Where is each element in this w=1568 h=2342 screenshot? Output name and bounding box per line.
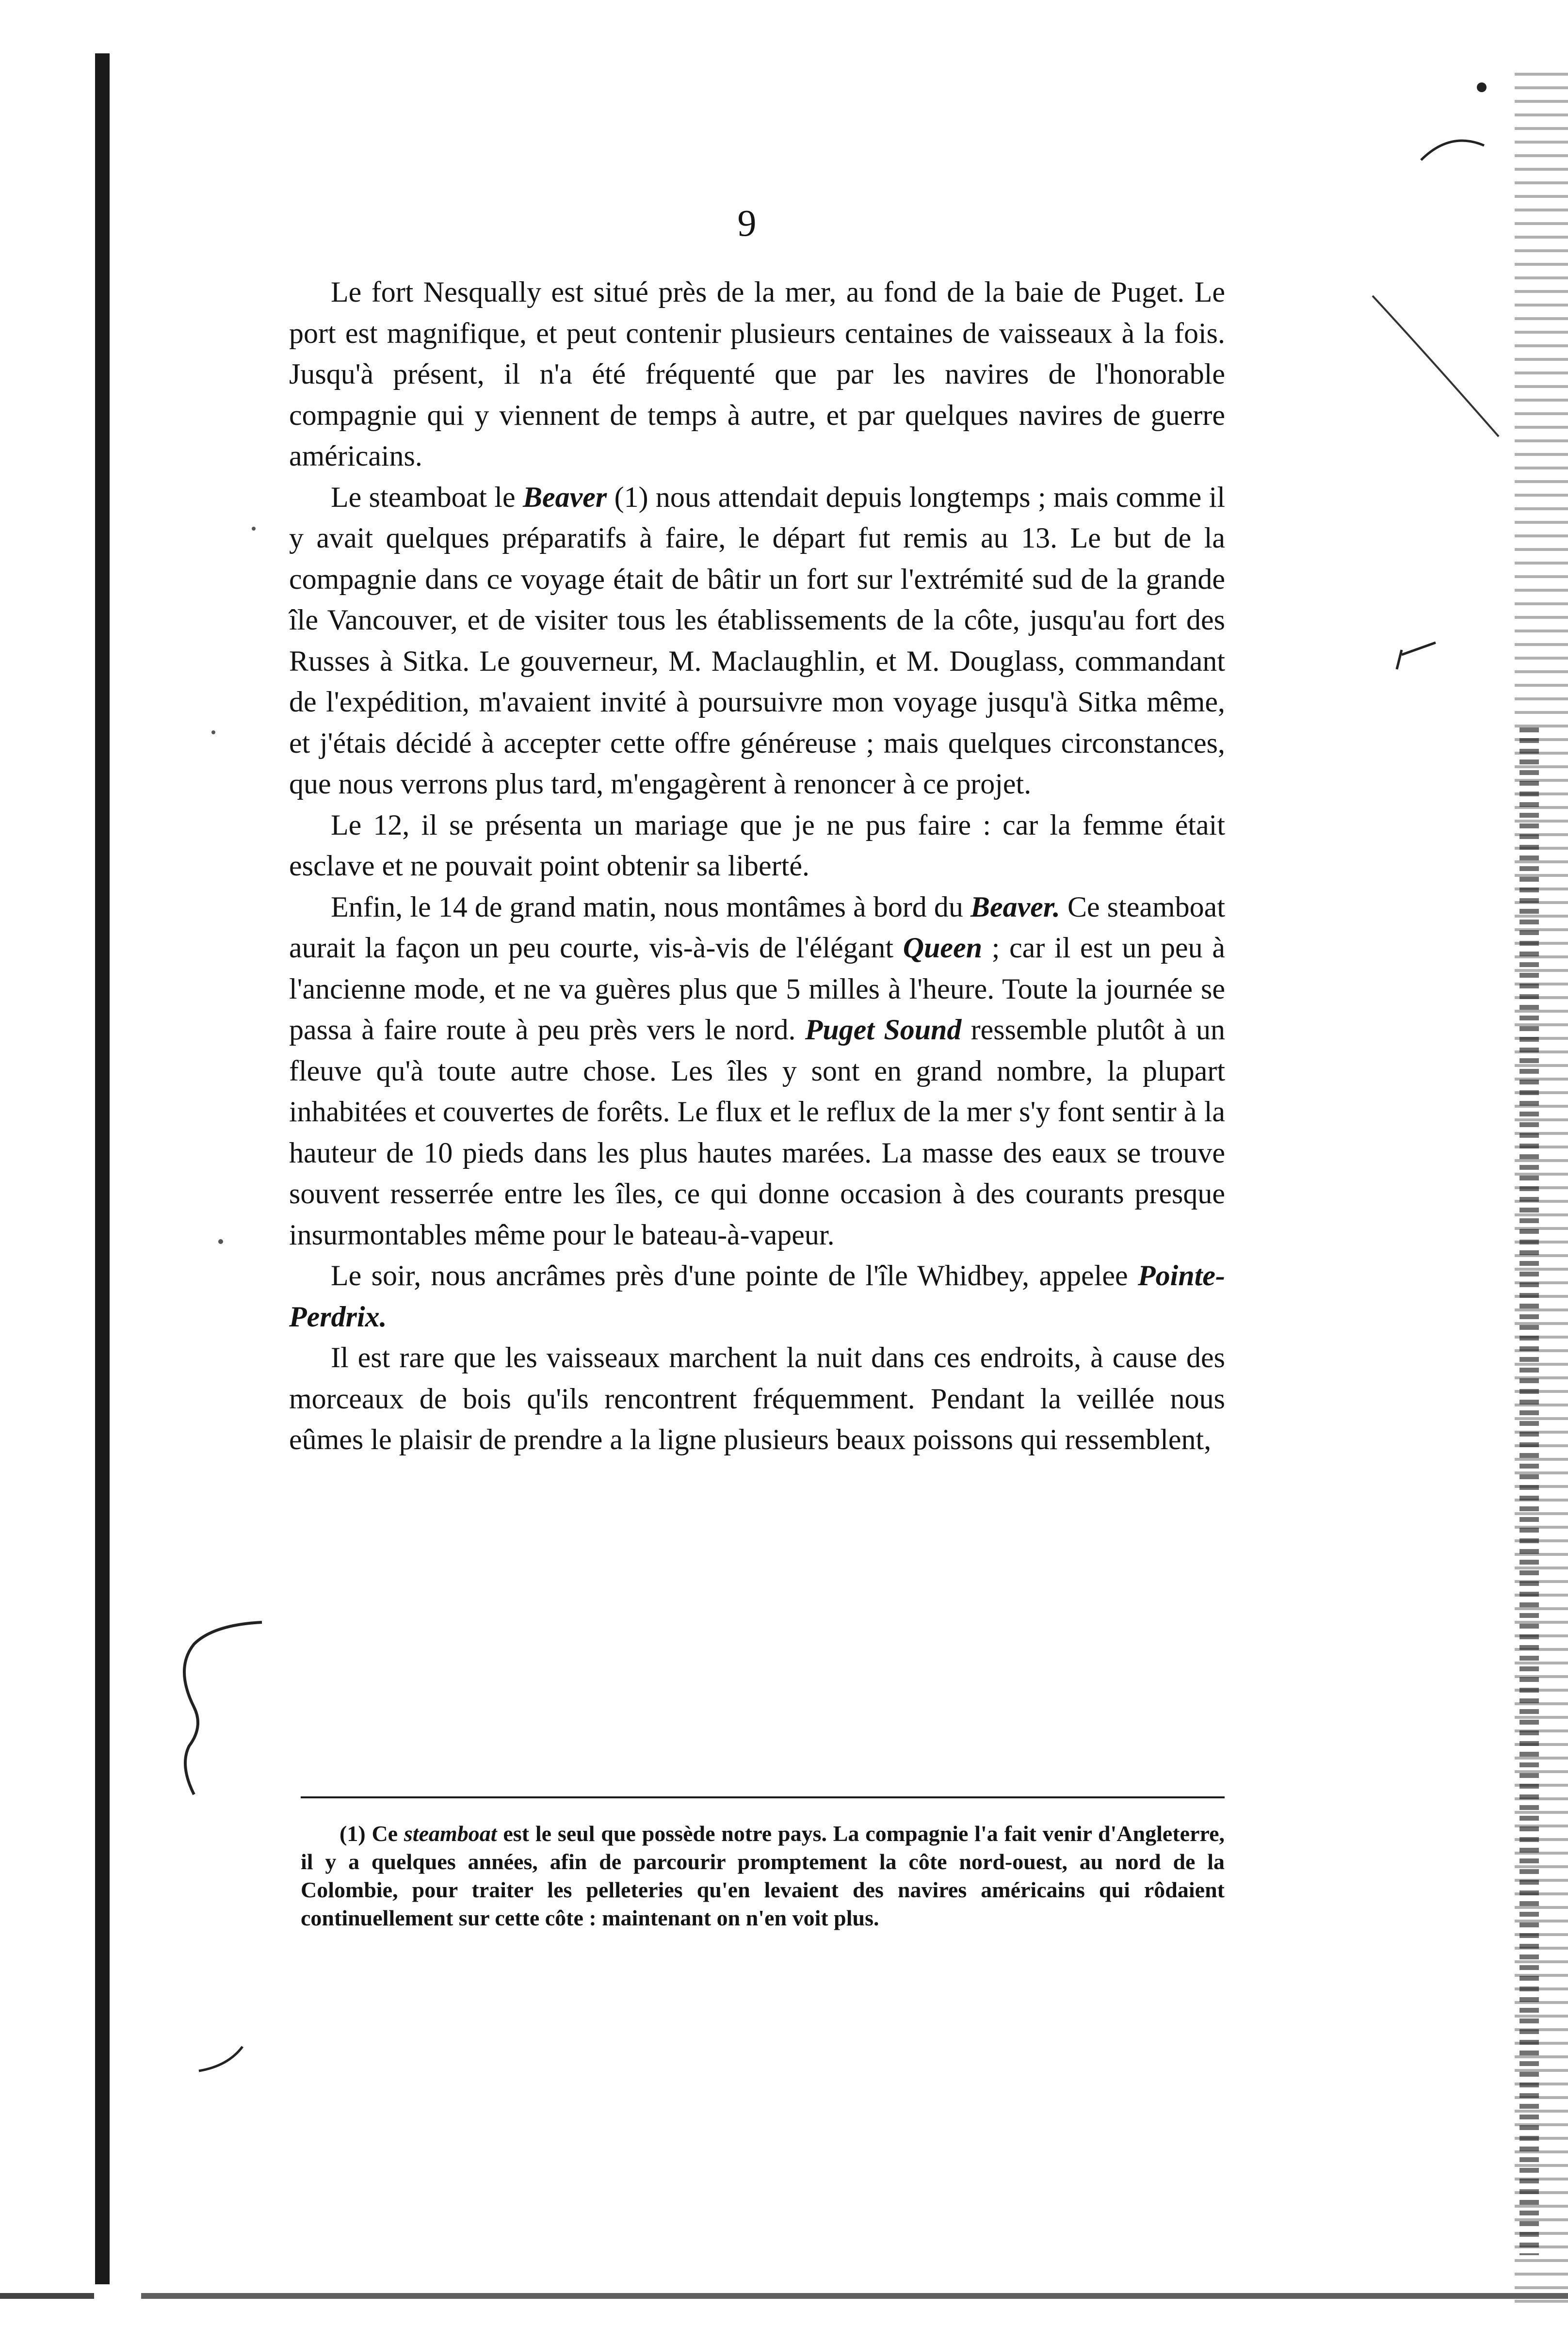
page-number: 9 <box>737 202 757 244</box>
ship-name-beaver: Beaver. <box>970 890 1060 923</box>
paragraph-6: Il est rare que les vaisseaux marchent la nuit dans ces endroits, à cause des morceaux de bois qu'ils rencontrent fréquemment. Pendant la veillée nous eûmes le plaisir de prendre a la ligne plusieurs beaux poissons qui ressemblent, <box>289 1341 1225 1455</box>
paragraph-1: Le fort Nesqually est situé près de la mer, au fond de la baie de Puget. Le port est magnifique, et peut contenir plusieurs centaines de vaisseaux à la fois. Jusqu'à présent, il n'a été fréquenté que par les navires de l'honorable compagnie qui y viennent de temps à autre, et par quelques navires de guerre américains. <box>289 276 1225 472</box>
footnote <box>301 1820 1225 1932</box>
place-name-pointe-perdrix: Pointe-Perdrix. <box>289 1260 1225 1333</box>
ship-name-queen: Queen <box>903 932 983 964</box>
footnote-separator <box>301 1796 1225 1798</box>
place-name-puget-sound: Puget Sound <box>805 1014 962 1046</box>
paragraph-5: Le soir, nous ancrâmes près d'une pointe de l'île Whidbey, appelee Pointe-Perdrix. <box>289 1260 1225 1333</box>
paragraph-4: Enfin, le 14 de grand matin, nous montâmes à bord du Beaver. Ce steamboat aurait la façon un peu courte, vis-à-vis de l'élégant Queen ; car il est un peu à l'ancienne mode, et ne va guères plus que 5 milles à l'heure. Toute la journée se passa à faire route à peu près vers le nord. Puget Sound ressemble plutôt à un fleuve qu'à toute autre chose. Les îles y sont en grand nombre, la plupart inhabitées et couvertes de forêts. Le flux et le reflux de la mer s'y font sentir à la hauteur de 10 pieds dans les plus hautes marées. La masse des eaux se trouve souvent resserrée entre les îles, ce qui donne occasion à des courants presque insurmontables même pour le bateau-à-vapeur. <box>289 890 1225 1251</box>
paragraph-2: Le steamboat le Beaver (1) nous attendait depuis longtemps ; mais comme il y avait quelques préparatifs à faire, le départ fut remis au 13. Le but de la compagnie dans ce voyage était de bâtir un fort sur l'extrémité sud de la grande île Vancouver, et de visiter tous les établissements de la côte, jusqu'au fort des Russes à Sitka. Le gouverneur, M. Maclaughlin, et M. Douglass, commandant de l'expédition, m'avaient invité à poursuivre mon voyage jusqu'à Sitka même, et j'étais décidé à accepter cette offre généreuse ; mais quelques circonstances, que nous verrons plus tard, m'engagèrent à renoncer à ce projet. <box>289 481 1225 800</box>
footnote-italic-steamboat: steamboat <box>404 1821 497 1846</box>
body-text <box>289 272 1225 1460</box>
paragraph-3: Le 12, il se présenta un mariage que je ne pus faire : car la femme était esclave et ne pouvait point obtenir sa liberté. <box>289 808 1225 882</box>
ship-name-beaver: Beaver <box>522 481 607 513</box>
footnote-text: (1) Ce steamboat est le seul que possède notre pays. La compagnie l'a fait venir d'Angleterre, il y a quelques années, afin de parcourir promptement la côte nord-ouest, au nord de la Colombie, pour traiter les pelleteries qu'en levaient des navires américains qui rôdaient continuellement sur cette côte : maintenant on n'en voit plus. <box>301 1821 1225 1930</box>
